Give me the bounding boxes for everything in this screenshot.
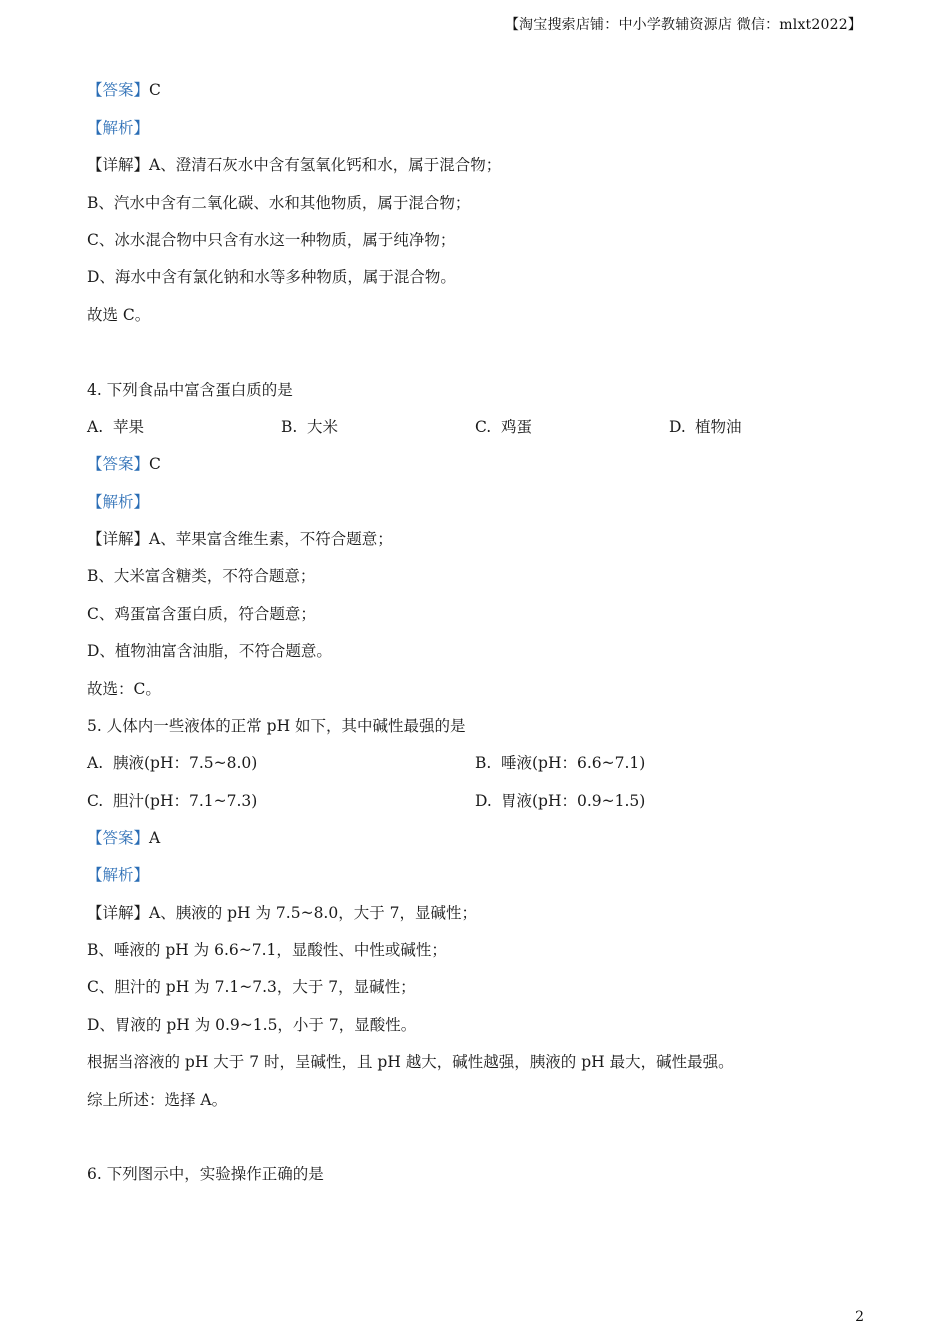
q5-detail-line-b: B、唾液的 pH 为 6.6~7.1，显酸性、中性或碱性； — [87, 941, 447, 959]
page-header: 【淘宝搜索店铺：中小学教辅资源店 微信：mlxt2022】 — [504, 17, 862, 33]
q6-stem: 6. 下列图示中，实验操作正确的是 — [87, 1165, 324, 1183]
q3-detail-tag: 【详解】 — [87, 156, 150, 174]
page-number: 2 — [855, 1309, 864, 1325]
q5-option-c-letter: C. — [87, 792, 104, 810]
q3-detail-text-a: A、澄清石灰水中含有氢氧化钙和水，属于混合物； — [149, 156, 502, 174]
q4-detail-line-c: C、鸡蛋富含蛋白质，符合题意； — [87, 605, 316, 623]
q4-option-b-letter: B. — [281, 418, 298, 436]
q5-option-d-letter: D. — [475, 792, 492, 810]
q3-detail-line-b: B、汽水中含有二氧化碳、水和其他物质，属于混合物； — [87, 194, 471, 212]
q3-answer-line — [87, 78, 161, 102]
q5-option-b-text: 唾液(pH：6.6~7.1) — [501, 754, 646, 772]
q4-conclusion: 故选：C。 — [87, 680, 161, 698]
q5-conclusion: 综上所述：选择 A。 — [87, 1091, 228, 1109]
q3-detail-line-d: D、海水中含有氯化钠和水等多种物质，属于混合物。 — [87, 268, 456, 286]
q4-answer-line — [87, 452, 161, 476]
q3-conclusion: 故选 C。 — [87, 306, 151, 324]
q4-option-c-letter: C. — [475, 418, 492, 436]
q5-detail-line-d: D、胃液的 pH 为 0.9~1.5，小于 7，显酸性。 — [87, 1016, 417, 1034]
q3-analysis-line — [87, 116, 149, 140]
q5-answer-tag: 【答案】 — [87, 829, 150, 847]
q4-analysis-line — [87, 490, 149, 514]
q5-option-b — [475, 751, 645, 775]
q3-detail-line-a — [87, 153, 501, 177]
q4-detail-text-a: A、苹果富含维生素，不符合题意； — [149, 530, 393, 548]
q5-summary: 根据当溶液的 pH 大于 7 时，呈碱性，且 pH 越大，碱性越强，胰液的 pH 最大，碱性最强。 — [87, 1053, 734, 1071]
q4-answer: C — [149, 455, 161, 473]
q5-option-b-letter: B. — [475, 754, 492, 772]
q4-option-a-text: 苹果 — [113, 418, 145, 436]
q5-detail-tag: 【详解】 — [87, 904, 150, 922]
q3-answer: C — [149, 81, 161, 99]
q4-stem: 4. 下列食品中富含蛋白质的是 — [87, 381, 293, 399]
q4-detail-line-b: B、大米富含糖类，不符合题意； — [87, 567, 316, 585]
q5-option-c — [87, 789, 257, 813]
q4-option-a — [87, 415, 144, 439]
q5-detail-line-c: C、胆汁的 pH 为 7.1~7.3，大于 7，显碱性； — [87, 978, 416, 996]
q5-option-a — [87, 751, 257, 775]
q5-analysis-line — [87, 863, 149, 887]
q3-answer-tag: 【答案】 — [87, 81, 150, 99]
q5-option-d — [475, 789, 645, 813]
q4-option-d-letter: D. — [669, 418, 686, 436]
q4-analysis-tag: 【解析】 — [87, 493, 150, 511]
q5-answer: A — [149, 829, 161, 847]
q5-option-d-text: 胃液(pH：0.9~1.5) — [501, 792, 646, 810]
q4-option-a-letter: A. — [87, 418, 104, 436]
q3-analysis-tag: 【解析】 — [87, 119, 150, 137]
q5-stem: 5. 人体内一些液体的正常 pH 如下，其中碱性最强的是 — [87, 717, 466, 735]
q4-answer-tag: 【答案】 — [87, 455, 150, 473]
q4-detail-line-a — [87, 527, 393, 551]
q3-detail-line-c: C、冰水混合物中只含有水这一种物质，属于纯净物； — [87, 231, 456, 249]
q5-analysis-tag: 【解析】 — [87, 866, 150, 884]
q5-answer-line — [87, 826, 160, 850]
q5-detail-text-a: A、胰液的 pH 为 7.5~8.0，大于 7，显碱性； — [149, 904, 478, 922]
q5-option-c-text: 胆汁(pH：7.1~7.3) — [113, 792, 258, 810]
q5-option-a-text: 胰液(pH：7.5~8.0) — [113, 754, 258, 772]
q4-option-c-text: 鸡蛋 — [501, 418, 533, 436]
q5-detail-line-a — [87, 901, 477, 925]
q4-option-b-text: 大米 — [307, 418, 339, 436]
q4-option-c — [475, 415, 532, 439]
q4-option-d — [669, 415, 742, 439]
q4-option-b — [281, 415, 338, 439]
q4-detail-line-d: D、植物油富含油脂，不符合题意。 — [87, 642, 332, 660]
q5-option-a-letter: A. — [87, 754, 104, 772]
q4-option-d-text: 植物油 — [695, 418, 742, 436]
q4-detail-tag: 【详解】 — [87, 530, 150, 548]
